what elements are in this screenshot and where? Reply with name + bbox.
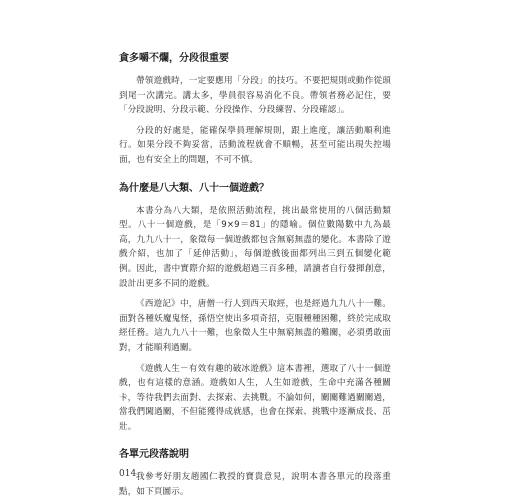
paragraph: 我參考好朋友趙國仁教授的寶貴意見，說明本書各單元的段落重點，如下頁圖示。 — [119, 472, 391, 498]
section-heading: 貪多嚼不爛，分段很重要 — [119, 53, 229, 64]
paragraph: 帶領遊戲時，一定要應用「分段」的技巧。不要把規則或動作從頭到尾一次講完。講太多，學員很容易消化不良。帶領者務必記住，要「分段說明、分段示範、分段操作、分段練習、分段確認」。 — [119, 76, 391, 116]
page-number: 014 — [119, 469, 137, 479]
section-heading: 各單元段落說明 — [119, 449, 189, 461]
paragraph: 《西遊記》中，唐僧一行人到西天取經，也是經過九九八十一難。面對各種妖魔鬼怪，孫悟空使出多項奇招，克服種種困難，終於完成取經任務。這九九八十一難，也象徵人生中無窮無盡的難關，必須勇敢面對，才能順利過關。 — [119, 299, 391, 353]
page-body — [119, 52, 391, 500]
paragraph: 《遊戲人生－有效有趣的破冰遊戲》這本書裡，選取了八十一個遊戲，也有這樣的意涵。遊戲如人生，人生如遊戲，生命中充滿各種關卡，等待我們去面對、去探索、去挑戰。不論如何，關關難過關關過，當我們闖過關，不但能獲得成就感，也會在探索、挑戰中逐漸成長、茁壯。 — [119, 363, 391, 432]
paragraph: 分段的好處是，能確保學員理解規則，跟上進度，讓活動順利進行。如果分段不夠妥當，活動流程就會不順暢，甚至可能出現失控場面，也有安全上的問題，不可不慎。 — [119, 125, 391, 165]
paragraph: 本書分為八大類，是依照活動流程，挑出最常使用的八個活動類型。八十一個遊戲，是「9×9＝81」的隱喻。個位數陽數中九為最高，九九八十一，象徵每一個遊戲都包含無窮無盡的變化。本書除了遊戲介紹，也加了「延伸活動」，每個遊戲後面都列出三到五個變化範例。因此，書中實際介紹的遊戲超過三百多種，請讀者自行發揮創意，設計出更多不同的遊戲。 — [119, 205, 391, 289]
section-heading: 為什麼是八大類、八十一個遊戲？ — [119, 182, 269, 194]
